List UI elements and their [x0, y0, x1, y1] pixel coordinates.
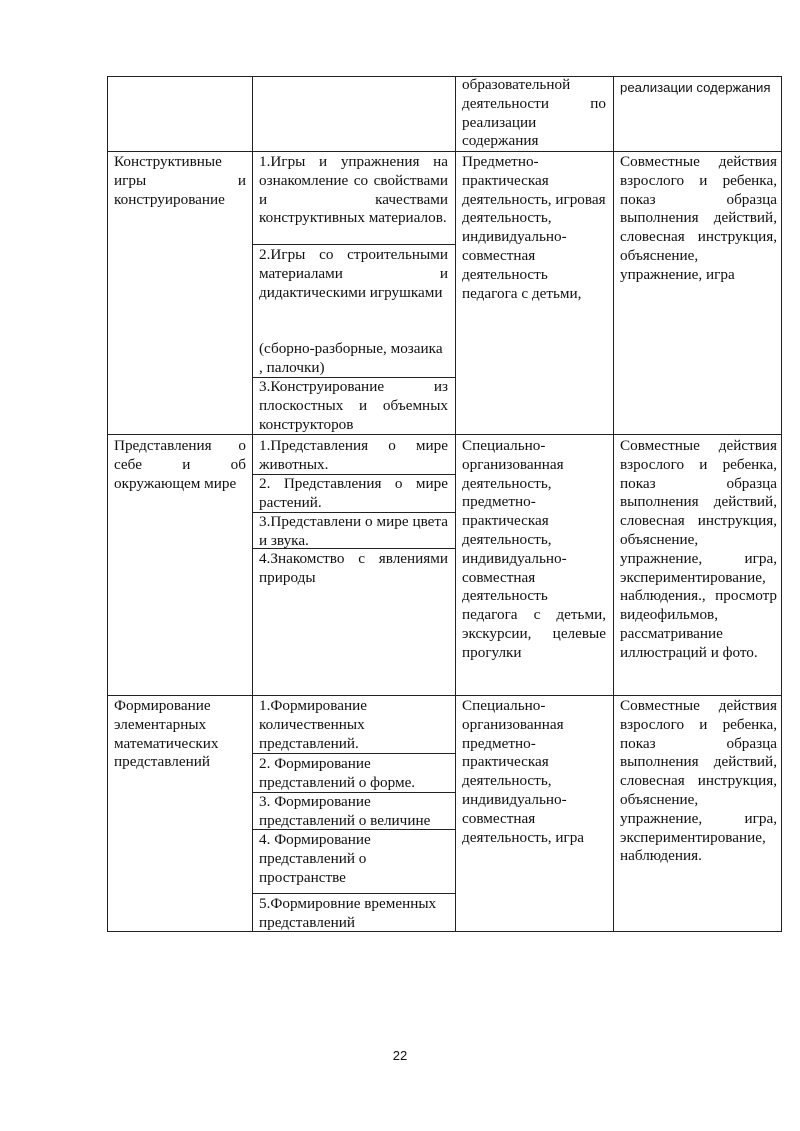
area-cell: Представления о себе и об окружающем мире [114, 437, 246, 492]
methods-cell: Совместные действия взрослого и ребенка, показ образца выполнения действий, словесная инструкция, объяснение, упражнение, игра, экспериментирование, наблюдения. [620, 697, 777, 865]
activity-cell: Предметно-практическая деятельность, игровая деятельность, индивидуально-совместная деятельность педагога с детьми, [462, 153, 606, 302]
table-border-col4 [613, 76, 614, 932]
row-divider-3 [107, 695, 782, 696]
topic-divider [252, 244, 455, 245]
topic-cell: 2. Формирование представлений о форме. [259, 755, 416, 791]
topic-cell: 3.Представлени о мире цвета и звука. [259, 513, 448, 549]
activity-cell: Специально-организованная деятельность, предметно-практическая деятельность, индивидуально-совместная деятельность педагога с детьми, экскурсии, целевые прогулки [462, 437, 606, 661]
topic-cell: 1.Формирование количественных представлений. [259, 697, 367, 752]
topic-cell: 5.Формировние временных представлений [259, 895, 437, 931]
topic-cell: 3. Формирование представлений о величине [259, 793, 431, 829]
topic-cell: 3.Конструирование из плоскостных и объемных конструкторов [259, 378, 448, 433]
continuation-methods-header: реализации содержания [620, 80, 771, 95]
activity-cell: Специально-организованная предметно-практическая деятельность, индивидуально-совместная деятельность, игра [462, 697, 585, 846]
table-border-col2 [252, 76, 253, 932]
area-cell: Конструктивные игры и конструирование [114, 153, 246, 208]
methods-cell: Совместные действия взрослого и ребенка, показ образца выполнения действий, словесная инструкция, объяснение, упражнение, игра [620, 153, 777, 283]
topic-cell: 2.Игры со строительными материалами и дидактическими игрушками [259, 246, 448, 301]
topic-cell: 4. Формирование представлений о пространстве [259, 831, 371, 886]
topic-cell: 2. Представления о мире растений. [259, 475, 448, 511]
page-number: 22 [392, 1048, 408, 1063]
table-border-right [781, 76, 782, 932]
table-border-left [107, 76, 108, 932]
topic-cell: 1.Представления о мире животных. [259, 437, 448, 473]
topic-cell: 1.Игры и упражнения на ознакомление со свойствами и качествами конструктивных материалов. [259, 153, 448, 227]
topic-cell: (сборно-разборные, мозаика , палочки) [259, 340, 443, 376]
table-border-top [107, 76, 782, 77]
methods-cell: Совместные действия взрослого и ребенка, показ образца выполнения действий, словесная инструкция, объяснение, упражнение, игра, экспериментирование, наблюдения., просмотр видеофильмов, рассматривание иллюстраций и фото. [620, 437, 777, 661]
area-cell: Формирование элементарных математических представлений [114, 697, 219, 771]
topic-cell: 4.Знакомство с явлениями природы [259, 550, 448, 586]
topic-divider [252, 893, 455, 894]
continuation-activity-header: образовательной деятельности по реализации содержания [462, 76, 606, 150]
row-divider-1 [107, 151, 782, 152]
table-border-col3 [455, 76, 456, 932]
